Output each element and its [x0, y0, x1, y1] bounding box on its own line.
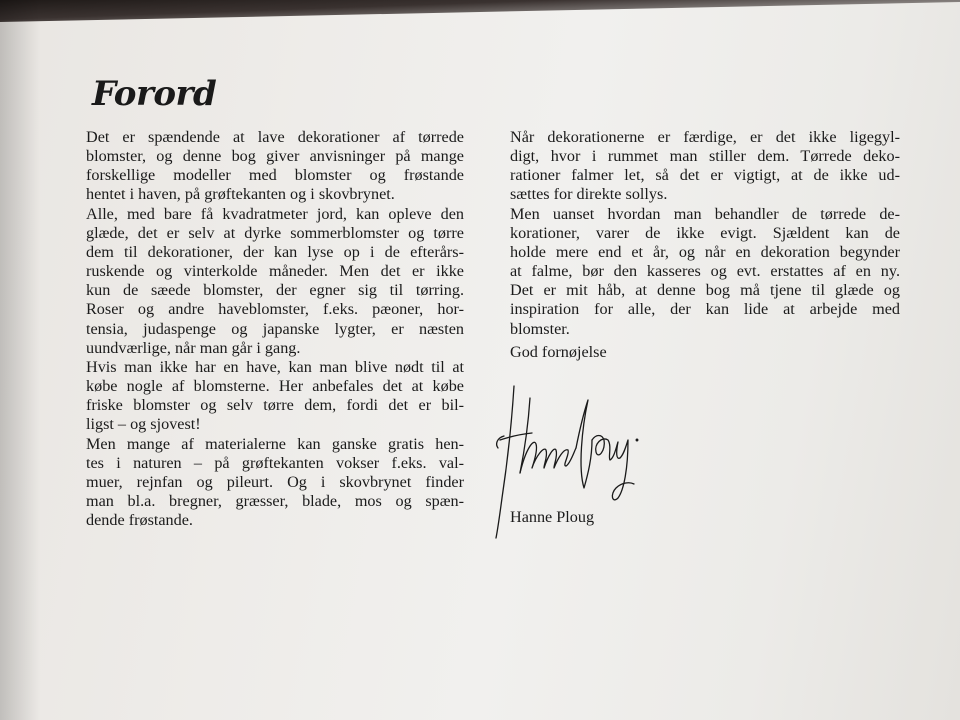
page-edge-shadow: [0, 0, 40, 720]
text-line: muer, rejnfan og pileurt. Og i skovbrynet finder: [86, 472, 464, 491]
text-line: Det er mit håb, at denne bog må tjene til glæde og: [510, 281, 900, 300]
page-top-shadow: [0, 0, 960, 22]
text-line: tensia, judaspenge og japanske lygter, er næsten: [86, 319, 464, 338]
text-line: ligst – og sjovest!: [86, 415, 201, 434]
text-line: Men uanset hvordan man behandler de tørrede de-: [510, 204, 900, 223]
text-line: sættes for direkte sollys.: [510, 185, 668, 204]
page-title: Forord: [92, 74, 217, 114]
text-line: rationer falmer let, så det er vigtigt, at de ikke ud-: [510, 166, 900, 185]
text-line: Når dekorationerne er færdige, er det ikke ligegyl-: [510, 128, 900, 146]
text-line: blomster.: [510, 319, 570, 338]
text-line: dem til dekorationer, der kan lyse op i de efterårs-: [86, 242, 464, 261]
left-text-column: [86, 128, 464, 530]
text-line: ruskende og vinterkolde måneder. Men det er ikke: [86, 262, 464, 281]
text-line: Men mange af materialerne kan ganske gratis hen-: [86, 434, 464, 453]
text-line: forskellige modeller med blomster og frøstande: [86, 166, 464, 185]
author-name: Hanne Ploug: [510, 508, 595, 526]
text-line: Roser og andre haveblomster, f.eks. pæoner, hor-: [86, 300, 464, 319]
text-line: tes i naturen – på grøftekanten vokser f.eks. val-: [86, 453, 464, 472]
text-line: digt, hvor i rummet man stiller dem. Tørrede deko-: [510, 147, 900, 166]
text-line: hentet i haven, på grøftekanten og i skovbrynet.: [86, 185, 395, 204]
right-text-column: [510, 128, 900, 339]
text-line: dende frøstande.: [86, 511, 193, 530]
text-line: at falme, bør den kasseres og evt. erstattes af en ny.: [510, 262, 900, 281]
text-line: købe nogle af blomsterne. Her anbefales det at købe: [86, 377, 464, 396]
text-line: man bl.a. bregner, græsser, blade, mos og spæn-: [86, 491, 464, 510]
text-line: Hvis man ikke har en have, kan man blive nødt til at: [86, 357, 464, 376]
text-line: inspiration for alle, der kan lide at arbejde med: [510, 300, 900, 319]
text-line: blomster, og denne bog giver anvisninger på mange: [86, 147, 464, 166]
text-line: Det er spændende at lave dekorationer af tørrede: [86, 128, 464, 146]
text-line: friske blomster og selv tørre dem, fordi det er bil-: [86, 396, 464, 415]
text-line: glæde, det er selv at dyrke sommerblomster og tørre: [86, 223, 464, 242]
text-line: korationer, varer de ikke evigt. Sjældent kan de: [510, 223, 900, 242]
text-line: Alle, med bare få kvadratmeter jord, kan opleve den: [86, 204, 464, 223]
text-line: uundværlige, når man går i gang.: [86, 338, 301, 357]
text-line: holde mere end et år, og når en dekoration begynder: [510, 242, 900, 261]
text-line: kun de sæede blomster, der egner sig til tørring.: [86, 281, 464, 300]
closing-line: God fornøjelse: [510, 343, 607, 361]
